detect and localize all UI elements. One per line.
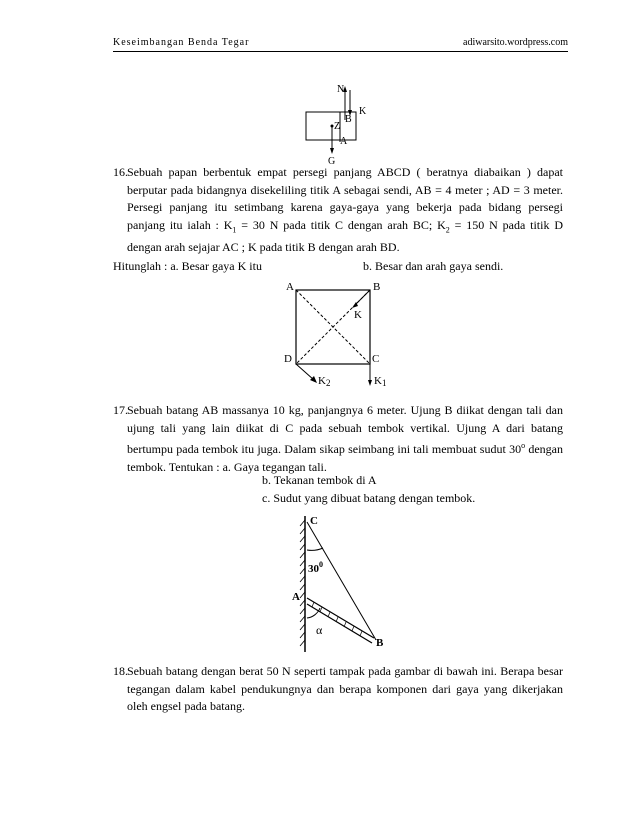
q16-text-mid: = 30 N pada titik C dengan arah BC; K: [236, 218, 446, 233]
q16-ask-b: b. Besar dan arah gaya sendi.: [363, 259, 504, 273]
q17-sup: o: [521, 441, 526, 451]
q16-sub2: 2: [445, 225, 450, 235]
q17-text-post: dengan tembok. Tentukan : a. Gaya tegangan tali.: [127, 442, 563, 475]
label-angle-30: $30^0$: [308, 560, 323, 575]
q18-text: Sebuah batang dengan berat 50 N seperti tampak pada gambar di bawah ini. Berapa besar tegangan dalam kabel pendukungnya dan berapa komponen dari gaya yang dikerjakan oleh engsel pada batang.: [127, 664, 563, 714]
angle-arc-c: [307, 548, 323, 550]
q17-text-pre: Sebuah batang AB massanya 10 kg, panjangnya 6 meter. Ujung B diikat dengan tali dan ujung tali yang lain diikat di C pada sebuah tembok vertikal. Ujung A dari batang bertumpu pada tembok itu juga. Dalam sikap seimbang ini tali membuat sudut 30: [127, 403, 563, 457]
q16-sub1: 1: [232, 225, 237, 235]
label-k1: K1: [374, 375, 387, 388]
question-18-number: 18.: [113, 664, 128, 678]
figure-3-rod-wall: [280, 512, 400, 657]
label-a: A: [292, 591, 300, 603]
label-n: N: [337, 84, 345, 95]
label-b: B: [373, 281, 381, 293]
label-k: K: [354, 309, 362, 321]
label-g: G: [328, 156, 336, 167]
question-17: [113, 402, 563, 477]
label-c: C: [372, 353, 380, 365]
figure-1-block-diagram: [300, 80, 380, 170]
label-a: A: [286, 281, 294, 293]
label-z: Z: [334, 121, 341, 132]
question-16-number: 16.: [113, 165, 128, 179]
page-header: [113, 37, 568, 52]
label-a: A: [340, 136, 348, 147]
angle-arc-alpha: [307, 608, 320, 618]
q16-text-pre: Sebuah papan berbentuk empat persegi panjang ABCD ( beratnya diabaikan ) dapat berputar pada bidangnya disekeliling titik A sebagai sendi, AB = 4 meter ; AD = 3 meter. Persegi panjang itu setimbang karena gaya-gaya yang bekerja pada bidang persegi panjang itu ialah : K: [127, 165, 563, 233]
figure-2-rectangle-abcd: [280, 278, 400, 390]
label-k2: K2: [318, 375, 331, 388]
q16-ask-a: Hitunglah : a. Besar gaya K itu: [113, 259, 262, 273]
q16-text-post: = 150 N pada titik D dengan arah sejajar AC ; K pada titik B dengan arah BD.: [127, 218, 563, 255]
label-d: D: [284, 353, 292, 365]
label-c: C: [310, 515, 318, 527]
k2-arrow: [296, 364, 314, 380]
q17-item-b: b. Tekanan tembok di A: [262, 473, 377, 487]
question-16: [113, 164, 563, 257]
q17-item-c: c. Sudut yang dibuat batang dengan tembok.: [262, 491, 476, 505]
question-17-number: 17.: [113, 403, 128, 417]
question-18: [113, 663, 563, 716]
label-b: B: [345, 114, 352, 125]
header-website: adiwarsito.wordpress.com: [463, 37, 568, 48]
label-alpha: α: [316, 623, 323, 637]
label-b: B: [376, 637, 384, 649]
label-k: K: [359, 106, 367, 117]
header-title: Keseimbangan Benda Tegar: [113, 37, 250, 48]
